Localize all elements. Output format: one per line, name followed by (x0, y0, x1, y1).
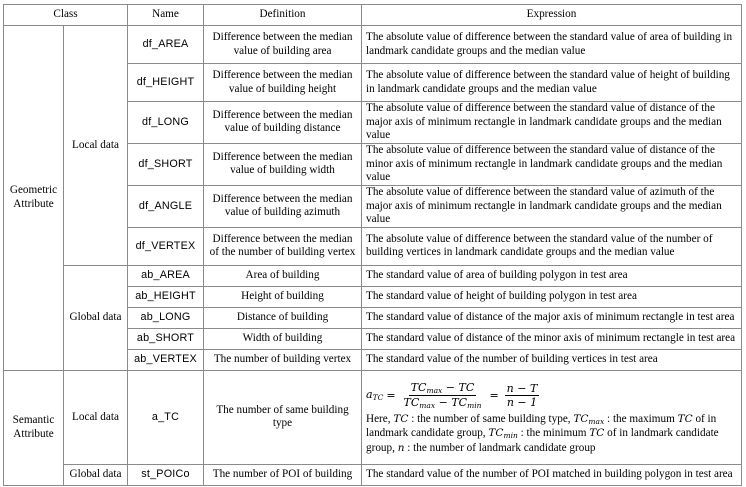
row-definition: Width of building (204, 328, 362, 349)
table-row (4, 265, 742, 286)
row-name: df_AREA (128, 26, 204, 64)
row-name: ab_HEIGHT (128, 286, 204, 307)
subgroup-local-data: Local data (64, 26, 128, 266)
row-definition: The number of POI of building (204, 464, 362, 485)
row-expression: The absolute value of difference between the standard value of the number of building vertices in landmark candidate groups and the median value (362, 227, 742, 265)
row-name: df_HEIGHT (128, 64, 204, 102)
row-definition: Distance of building (204, 307, 362, 328)
header-definition: Definition (204, 5, 362, 26)
row-name: df_LONG (128, 102, 204, 144)
header-row (4, 5, 742, 26)
group-semantic-attribute: Semantic Attribute (4, 370, 64, 485)
row-expression: The absolute value of difference between the standard value of azimuth of the major axis of minimum rectangle in landmark candidate groups and the median value (362, 185, 742, 227)
formula-cell (362, 370, 742, 464)
row-expression: The absolute value of difference between the standard value of distance of the major axis of minimum rectangle in landmark candidate groups and the median value (362, 102, 742, 144)
row-definition: Height of building (204, 286, 362, 307)
row-name: ab_AREA (128, 265, 204, 286)
attribute-table (3, 4, 742, 486)
header-name: Name (128, 5, 204, 26)
row-expression: The standard value of the number of building vertices in test area (362, 349, 742, 370)
row-definition: Difference between the median value of building area (204, 26, 362, 64)
subgroup-local-data: Local data (64, 370, 128, 464)
row-definition: Difference between the median value of building azimuth (204, 185, 362, 227)
subgroup-global-data: Global data (64, 265, 128, 370)
row-definition: Area of building (204, 265, 362, 286)
row-expression: The absolute value of difference between the standard value of area of building in landmark candidate groups and the median value (362, 26, 742, 64)
row-definition: Difference between the median value of building height (204, 64, 362, 102)
row-expression: The absolute value of difference between the standard value of height of building in landmark candidate groups and the median value (362, 64, 742, 102)
subgroup-global-data: Global data (64, 464, 128, 485)
formula-lhs: $a_{TC}$ (366, 388, 384, 403)
header-expression: Expression (362, 5, 742, 26)
row-name: ab_LONG (128, 307, 204, 328)
table-row (4, 464, 742, 485)
row-expression: The standard value of height of building polygon in test area (362, 286, 742, 307)
fraction-tc: $\frac{TC_{max} - TC}{TC_{max} - TC_{min}}$ (403, 380, 482, 410)
header-class: Class (4, 5, 128, 26)
row-name: ab_SHORT (128, 328, 204, 349)
row-definition: Difference between the median value of building width (204, 143, 362, 185)
row-name: df_VERTEX (128, 227, 204, 265)
formula: $a_{TC}$ = $\frac{TC_{max} - TC}{TC_{max} - TC_{min}}$ = $\frac{n - T}{n - 1}$ (366, 380, 538, 410)
row-expression: The standard value of distance of the minor axis of minimum rectangle in test area (362, 328, 742, 349)
row-definition: Difference between the median value of building distance (204, 102, 362, 144)
row-definition: The number of building vertex (204, 349, 362, 370)
row-name: ab_VERTEX (128, 349, 204, 370)
group-geometric-attribute: Geometric Attribute (4, 26, 64, 371)
row-name: df_ANGLE (128, 185, 204, 227)
row-name: st_POICo (128, 464, 204, 485)
row-expression: The standard value of distance of the major axis of minimum rectangle in test area (362, 307, 742, 328)
table-row (4, 370, 742, 464)
row-name: df_SHORT (128, 143, 204, 185)
formula-explanation: Here, TC : the number of same building type, $TC_{max}$ : the maximum TC of in landmark candidate group, $TC_{min}$ : the minimum TC of in landmark candidate group, n : the number of landmark candidate group (366, 413, 719, 454)
row-definition: The number of same building type (204, 370, 362, 464)
fraction-n: $\frac{n - T}{n - 1}$ (506, 381, 538, 409)
row-expression: The absolute value of difference between the standard value of distance of the minor axis of minimum rectangle in landmark candidate groups and the median value (362, 143, 742, 185)
row-expression: The standard value of area of building polygon in test area (362, 265, 742, 286)
row-definition: Difference between the median of the number of building vertex (204, 227, 362, 265)
row-name: a_TC (128, 370, 204, 464)
row-expression: The standard value of the number of POI matched in building polygon in test area (362, 464, 742, 485)
table-row (4, 26, 742, 64)
